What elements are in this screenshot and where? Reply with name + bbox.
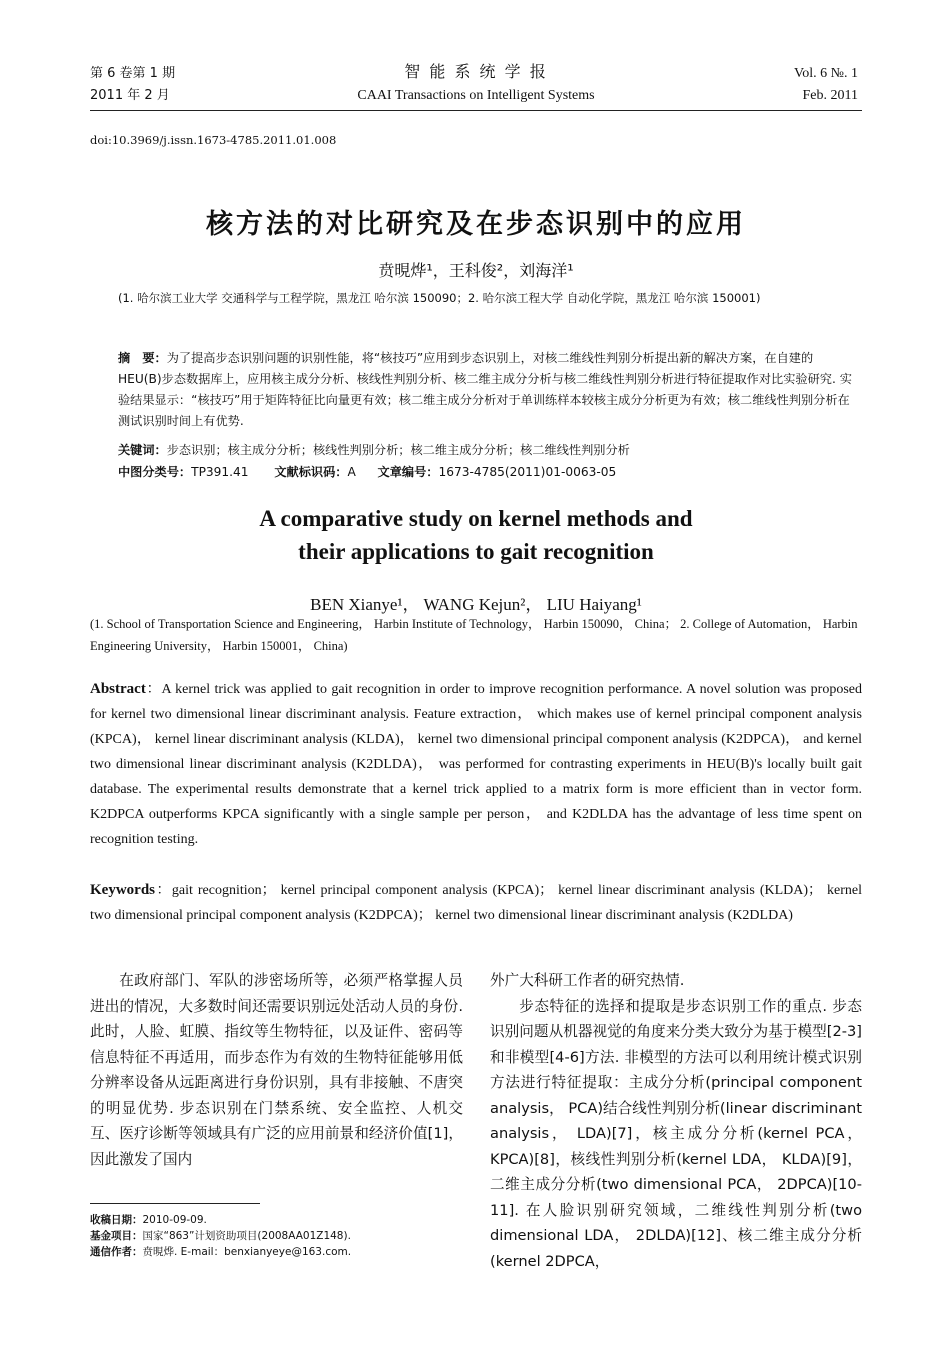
header-journal-cn: 智 能 系 统 学 报 — [404, 62, 548, 81]
footnote-contact — [90, 1244, 463, 1260]
footnote-fund — [90, 1228, 463, 1244]
title-en-line1: A comparative study on kernel methods and — [259, 506, 693, 531]
abstract-en — [90, 677, 862, 852]
authors-cn: 贲晛烨¹，王科俊²，刘海洋¹ — [378, 261, 574, 280]
keywords-cn-text: 步态识别；核主成分分析；核线性判别分析；核二维主成分分析；核二维线性判别分析 — [166, 443, 630, 457]
contact-label: 通信作者： — [90, 1246, 143, 1258]
body-right-paragraph-1: 外广大科研工作者的研究热情. — [490, 972, 685, 989]
abstract-en-label: Abstract — [90, 681, 146, 697]
keywords-en-text: ：gait recognition； kernel principal component analysis (KPCA)； kernel linear discriminant analysis (KLDA)； kernel two dimensional principal component analysis (K2DPCA)； kernel two dimensional linear discriminant analysis (K2DLDA) — [90, 883, 862, 923]
header-volume-en: Vol. 6 №. 1 — [793, 66, 858, 81]
keywords-cn-label: 关键词： — [118, 443, 167, 457]
keywords-en-label: Keywords — [90, 882, 155, 898]
article-value: 1673-4785(2011)01-0063-05 — [438, 465, 617, 479]
classification-line — [118, 462, 858, 483]
header-date-cn: 2011 年 2 月 — [90, 88, 170, 103]
article-label: 文章编号： — [377, 465, 439, 479]
doi: doi:10.3969/j.issn.1673-4785.2011.01.008 — [90, 133, 337, 147]
header-volume-cn: 第 6 卷第 1 期 — [90, 66, 176, 81]
received-label: 收稿日期： — [90, 1214, 143, 1226]
title-en-line2: their applications to gait recognition — [298, 539, 654, 564]
contact-text: 贲晛烨. E-mail：benxianyeye@163.com. — [142, 1246, 352, 1258]
body-right-column — [490, 968, 862, 1274]
title-cn: 核方法的对比研究及在步态识别中的应用 — [206, 209, 746, 240]
keywords-cn — [118, 440, 858, 461]
affiliation-cn: (1. 哈尔滨工业大学 交通科学与工程学院，黑龙江 哈尔滨 150090；2. 哈尔滨工程大学 自动化学院，黑龙江 哈尔滨 150001) — [118, 291, 761, 305]
header-journal-en: CAAI Transactions on Intelligent Systems — [357, 88, 595, 103]
code-label: 文献标识码： — [274, 465, 348, 479]
abstract-cn — [118, 348, 858, 432]
body-left-paragraph: 在政府部门、军队的涉密场所等，必须严格掌握人员进出的情况，大多数时间还需要识别远处活动人员的身份. 此时，人脸、虹膜、指纹等生物特征，以及证件、密码等信息特征不再适用，而步态作为有效的生物特征能够用低分辨率设备从远距离进行身份识别，具有非接触、不唐突的明显优势. 步态识别在门禁系统、安全监控、人机交互、医疗诊断等领域具有广泛的应用前景和经济价值[1]，因此激发了国内 — [90, 972, 463, 1168]
footnote — [90, 1212, 463, 1260]
body-right-paragraph-2: 步态特征的选择和提取是步态识别工作的重点. 步态识别问题从机器视觉的角度来分类大致分为基于模型[2-3]和非模型[4-6]方法. 非模型的方法可以利用统计模式识别方法进行特征提取：主成分分析(principal component analysis， PCA)结合线性判别分析(linear discriminant analysis， LDA)[7]，核主成分分析(kernel PCA， KPCA)[8]，核线性判别分析(kernel LDA， KLDA)[9]，二维主成分分析(two dimensional PCA， 2DPCA)[10-11]. 在人脸识别研究领域，二维线性判别分析(two dimensional LDA， 2DLDA)[12]、核二维主成分分析(kernel 2DPCA， — [490, 997, 862, 1270]
header-date-en: Feb. 2011 — [802, 88, 858, 103]
code-value: A — [347, 465, 356, 479]
header-rule — [90, 110, 862, 111]
affiliation-en: (1. School of Transportation Science and Engineering， Harbin Institute of Technology， Harbin 150090， China； 2. College of Automation， Harbin Engineering University， Harbin 150001， China) — [90, 617, 858, 653]
abstract-cn-label: 摘 要： — [118, 351, 167, 365]
fund-label: 基金项目： — [90, 1230, 143, 1242]
keywords-en — [90, 878, 862, 928]
class-label: 中图分类号： — [118, 465, 192, 479]
class-value: TP391.41 — [191, 465, 249, 479]
body-left-column — [90, 968, 463, 1172]
received-date: 2010-09-09. — [142, 1214, 207, 1226]
abstract-cn-text: 为了提高步态识别问题的识别性能，将“核技巧”应用到步态识别上，对核二维线性判别分析提出新的解决方案，在自建的 HEU(B)步态数据库上，应用核主成分分析、核线性判别分析、核二维主成分分析与核二维线性判别分析进行特征提取作对比实验研究. 实验结果显示：“核技巧”用于矩阵特征比向量更有效；核二维主成分分析对于单训练样本较核主成分分析更为有效；核二维线性判别分析在测试识别时间上有优势. — [118, 351, 852, 428]
authors-en: BEN Xianye¹， WANG Kejun²， LIU Haiyang¹ — [310, 595, 642, 614]
footnote-received — [90, 1212, 463, 1228]
fund-text: 国家“863”计划资助项目(2008AA01Z148). — [142, 1230, 351, 1242]
abstract-en-text: ：A kernel trick was applied to gait recognition in order to improve recognition performance. A novel solution was proposed for kernel two dimensional linear discriminant analysis. Feature extraction， which makes use of kernel principal component analysis (KPCA)， kernel linear discriminant analysis (KLDA)， kernel two dimensional principal component analysis (K2DPCA)， and kernel two dimensional linear discriminant analysis (K2DLDA)， was performed for contrasting experiments in HEU(B)'s locally built gait database. The experimental results demonstrate that a kernel trick applied to a matrix form is more efficient than in vector form. K2DPCA outperforms KPCA significantly with a single sample per person， and K2DLDA has the advantage of less time spent on recognition testing. — [90, 682, 862, 847]
footnote-rule — [90, 1203, 260, 1204]
